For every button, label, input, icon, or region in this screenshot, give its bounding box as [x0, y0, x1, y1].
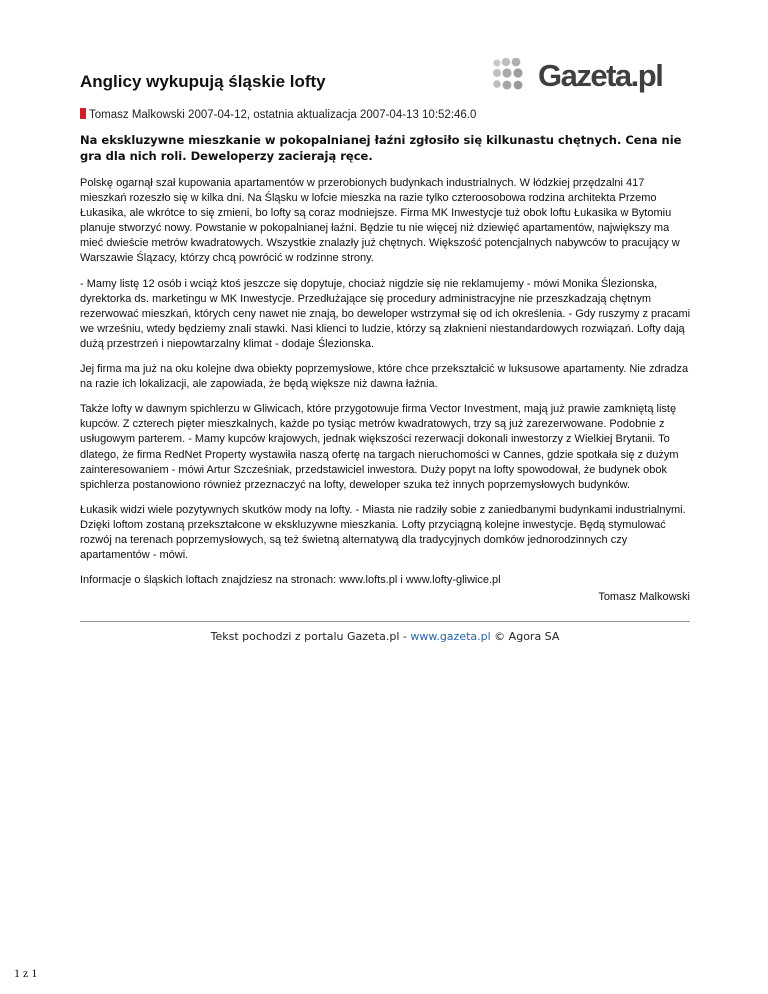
- footer-suffix: © Agora SA: [490, 630, 560, 643]
- gazeta-logo-dots-icon: [492, 58, 530, 96]
- article-body: [80, 176, 692, 598]
- gazeta-link[interactable]: www.gazeta.pl: [410, 630, 491, 643]
- article-byline: [80, 108, 690, 121]
- author-marker-icon: [80, 108, 86, 119]
- page-number: 1 z 1: [14, 966, 38, 980]
- article-paragraph: Polskę ogarnął szał kupowania apartamentów w przerobionych budynkach industrialnych. W łódzkiej przędzalni 417 mieszkań rozeszło się w kilka dni. Na Śląsku w lofcie mieszka na razie tylko czteroosobowa rodzina architekta Przemo Łukasika, ale wkrótce to się zmieni, bo lofty są coraz modniejsze. Firma MK Inwestycje tuż obok loftu Łukasika w Bytomiu planuje stworzyć nowy. Powstanie w pokopalnianej łaźni. Będzie tu nie więcej niż dziewięć apartamentów, największy ma mieć dwieście metrów kwadratowych. Wszystkie znalazły już chętnych. Większość potencjalnych nabywców to pracujący w Warszawie Ślązacy, którzy chcą powrócić w rodzinne strony.: [80, 177, 680, 265]
- article-title: Anglicy wykupują śląskie lofty: [80, 72, 326, 91]
- article-paragraph: Łukasik widzi wiele pozytywnych skutków mody na lofty. - Miasta nie radziły sobie z zaniedbanymi budynkami industrialnymi. Dzięki loftom zostaną przekształcone w ekskluzywne mieszkania. Lofty przyciągną kolejne inwestycje. Będą stymulować rozwój na terenach poprzemysłowych, są też świetną alternatywą dla tradycyjnych domków jednorodzinnych czy apartamentów - mówi.: [80, 503, 686, 562]
- article-header: [80, 56, 690, 100]
- article-paragraph: Informacje o śląskich loftach znajdziesz na stronach: www.lofts.pl i www.lofty-gliwice.pl: [80, 574, 501, 587]
- article-paragraph: - Mamy listę 12 osób i wciąż ktoś jeszcze się dopytuje, chociaż nigdzie się nie reklamujemy - mówi Monika Ślezionska, dyrektorka ds. marketingu w MK Inwestycje. Przedłużające się procedury administracyjne nie przeszkadzają chętnym rezerwować mieszkań, których ceny nawet nie znają, bo deweloper wstrzymał się od ich określenia. - Gdy ruszymy z pracami we wrześniu, wtedy będziemy znali stawki. Nasi klienci to ludzie, którzy są złaknieni niestandardowych rozwiązań. Lofty dają dużą przestrzeń i niepowtarzalny klimat - dodaje Ślezionska.: [80, 277, 691, 350]
- gazeta-logo: [492, 56, 690, 98]
- article-signature: Tomasz Malkowski: [598, 591, 690, 603]
- article-paragraph: Także lofty w dawnym spichlerzu w Gliwicach, które przygotowuje firma Vector Investment, mają już prawie zamkniętą listę kupców. Z czterech pięter mieszkalnych, każde po tysiąc metrów kwadratowych, trzy są już zarezerwowane. Podobnie z usługowym parterem. - Mamy kupców krajowych, jednak większości rezerwacji dokonali inwestorzy z Wielkiej Brytanii. To dlatego, że firma RedNet Property wystawiła naszą ofertę na targach nieruchomości w Cannes, gdzie spotkała się z dużym zainteresowaniem - mówi Artur Szcześniak, przedstawiciel inwestora. Duży popyt na lofty spowodował, że budynek obok spichlerza postanowiono również przeznaczyć na lofty, deweloper szuka też innych poprzemysłowych budynków.: [80, 403, 679, 491]
- gazeta-logo-text: Gazeta.pl: [538, 58, 663, 93]
- footer-divider: [80, 621, 690, 622]
- byline-text: Tomasz Malkowski 2007-04-12, ostatnia aktualizacja 2007-04-13 10:52:46.0: [89, 109, 477, 121]
- article-paragraph: Jej firma ma już na oku kolejne dwa obiekty poprzemysłowe, które chce przekształcić w luksusowe apartamenty. Nie zdradza na razie ich lokalizacji, ale zapowiada, że będą większe niż dawna łaźnia.: [80, 363, 689, 391]
- footer-source: [80, 630, 690, 643]
- article-lead: Na ekskluzywne mieszkanie w pokopalnianej łaźni zgłosiło się kilkunastu chętnych. Cena nie gra dla nich roli. Deweloperzy zacierają ręce.: [80, 133, 682, 163]
- footer-prefix: Tekst pochodzi z portalu Gazeta.pl -: [210, 630, 411, 643]
